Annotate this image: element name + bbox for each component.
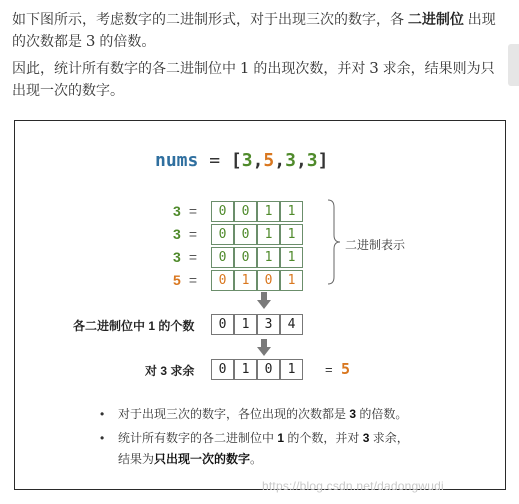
side-toolbar-tab[interactable] (508, 44, 519, 86)
binary-row-label (157, 249, 197, 265)
conclusion-text-2: 的出现次数，并对 (249, 60, 370, 76)
mod-cell: 0 (257, 359, 280, 380)
mod-result-value: 5 (341, 360, 351, 378)
binary-bit-cell: 0 (234, 224, 257, 245)
binary-bit-cell: 0 (257, 270, 280, 291)
binary-row-number: 3 (173, 226, 181, 242)
nums-open-bracket: [ (230, 150, 242, 171)
binary-bit-cell: 1 (280, 270, 303, 291)
mod-cell: 1 (234, 359, 257, 380)
binary-bit-cell: 1 (257, 247, 280, 268)
mod-row-label (145, 362, 194, 379)
binary-row-number: 3 (173, 249, 181, 265)
binary-row-number: 3 (173, 203, 181, 219)
binary-bit-cell: 1 (257, 201, 280, 222)
intro-paragraph (12, 8, 504, 52)
binary-row-number: 5 (173, 272, 181, 288)
intro-bold-binary-bit: 二进制位 (407, 11, 464, 27)
bullet-text: 对于出现三次的数字，各位出现的次数都是 (118, 407, 350, 421)
count-cell: 1 (234, 314, 257, 335)
watermark: https://blog.csdn.net/dadongwudi (262, 479, 444, 493)
count-cell: 4 (280, 314, 303, 335)
nums-value: 3 (285, 150, 296, 171)
mod-label-text-2: 求余 (167, 364, 195, 378)
bullet-text: 的倍数。 (356, 407, 408, 421)
binary-bit-cell: 0 (211, 247, 234, 268)
conclusion-number-3: 3 (369, 59, 379, 77)
binary-row-label (157, 272, 197, 288)
binary-bit-cell: 0 (211, 270, 234, 291)
conclusion-paragraph (12, 57, 504, 101)
intro-text-2: 出现的次数都是 (12, 11, 496, 49)
binary-row-equals: = (188, 203, 197, 219)
nums-close-bracket: ] (317, 150, 329, 171)
nums-equals: = (209, 150, 221, 171)
nums-keyword: nums (155, 150, 199, 171)
conclusion-text-1: 因此，统计所有数字的各二进制位中 (12, 60, 240, 76)
bullet-item (100, 429, 409, 447)
binary-bit-cell: 1 (280, 247, 303, 268)
mod-result-equals: = (325, 362, 333, 377)
binary-row-label (157, 203, 197, 219)
binary-bit-cell: 1 (234, 270, 257, 291)
intro-text-3: 的倍数。 (95, 33, 156, 49)
bullet-dot: • (100, 407, 105, 421)
binary-bit-cell: 1 (280, 201, 303, 222)
bullet-text: 求余， (369, 431, 409, 445)
down-arrow-icon (257, 339, 271, 357)
binary-bit-cell: 1 (280, 224, 303, 245)
bullet-dot: • (100, 431, 105, 445)
binary-row-equals: = (188, 226, 197, 242)
binary-row-equals: = (188, 272, 197, 288)
bullet-number: 3 (349, 407, 357, 421)
down-arrow-icon (257, 292, 271, 310)
bullet-item (100, 405, 407, 423)
illustration-figure (14, 120, 506, 490)
binary-bit-cell: 0 (211, 224, 234, 245)
bullet-bold-text: 只出现一次的数字 (154, 452, 251, 466)
mod-label-number: 3 (160, 364, 168, 378)
bullet-text: 统计所有数字的各二进制位中 (118, 431, 278, 445)
bullet-text: 。 (250, 452, 263, 466)
bullet-text: 的个数，并对 (284, 431, 363, 445)
brace-icon (327, 199, 341, 285)
binary-bit-cell: 1 (257, 224, 280, 245)
binary-row-equals: = (188, 249, 197, 265)
binary-bit-cell: 0 (234, 201, 257, 222)
nums-value: 5 (263, 150, 275, 171)
conclusion-text-3: 求余，结果则为只出现一次的数字。 (12, 60, 495, 98)
count-row-label (73, 317, 194, 334)
intro-text-1: 如下图所示，考虑数字的二进制形式，对于出现三次的数字，各 (12, 11, 408, 27)
nums-value: 3 (241, 150, 253, 171)
binary-representation-label: 二进制表示 (345, 238, 406, 252)
bullet-text: 结果为 (118, 452, 155, 466)
bullet-number: 1 (277, 431, 285, 445)
nums-value: 3 (306, 150, 318, 171)
mod-cell: 0 (211, 359, 234, 380)
count-cell: 3 (257, 314, 280, 335)
binary-bit-cell: 0 (234, 247, 257, 268)
nums-array-line: nums = [3,5,3,3] (155, 150, 329, 171)
mod-label-text-1: 对 (145, 364, 161, 378)
conclusion-number-1: 1 (239, 59, 250, 77)
intro-number-3: 3 (85, 32, 96, 50)
count-cell: 0 (211, 314, 234, 335)
count-label-text-1: 各二进制位中 (73, 319, 149, 333)
count-label-text-2: 的个数 (155, 319, 195, 333)
binary-row-label (157, 226, 197, 242)
binary-bit-cell: 0 (211, 201, 234, 222)
mod-cell: 1 (280, 359, 303, 380)
count-label-number: 1 (148, 319, 156, 333)
bullet-continuation (118, 450, 262, 468)
bullet-number: 3 (362, 431, 370, 445)
